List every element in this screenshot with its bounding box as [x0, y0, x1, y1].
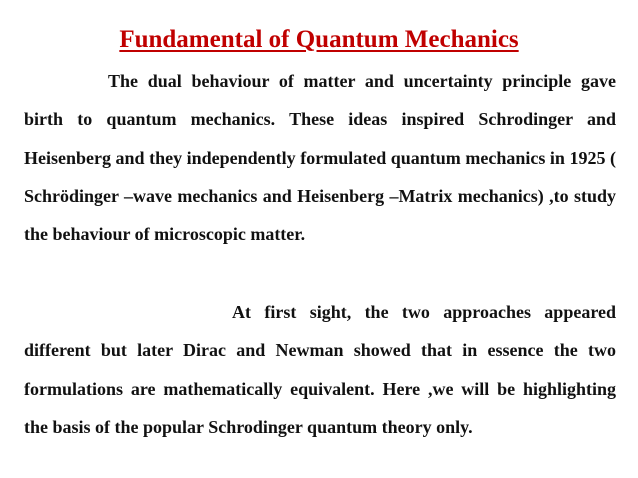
paragraph-intro: The dual behaviour of matter and uncertainty principle gave birth to quantum mechanics. These ideas inspired Schrodinger and Heisenberg and they independently formulated quantum mechanics in 1925 ( Schrödinger –wave mechanics and Heisenberg –Matrix mechanics) ,to study the behaviour of microscopic matter.: [24, 71, 616, 245]
paragraph-approaches: At first sight, the two approaches appeared different but later Dirac and Newman showed that in essence the two formulations are mathematically equivalent. Here ,we will be highlighting the basis of the popular Schrodinger quantum theory only.: [24, 302, 616, 437]
slide-title: Fundamental of Quantum Mechanics: [119, 26, 519, 53]
